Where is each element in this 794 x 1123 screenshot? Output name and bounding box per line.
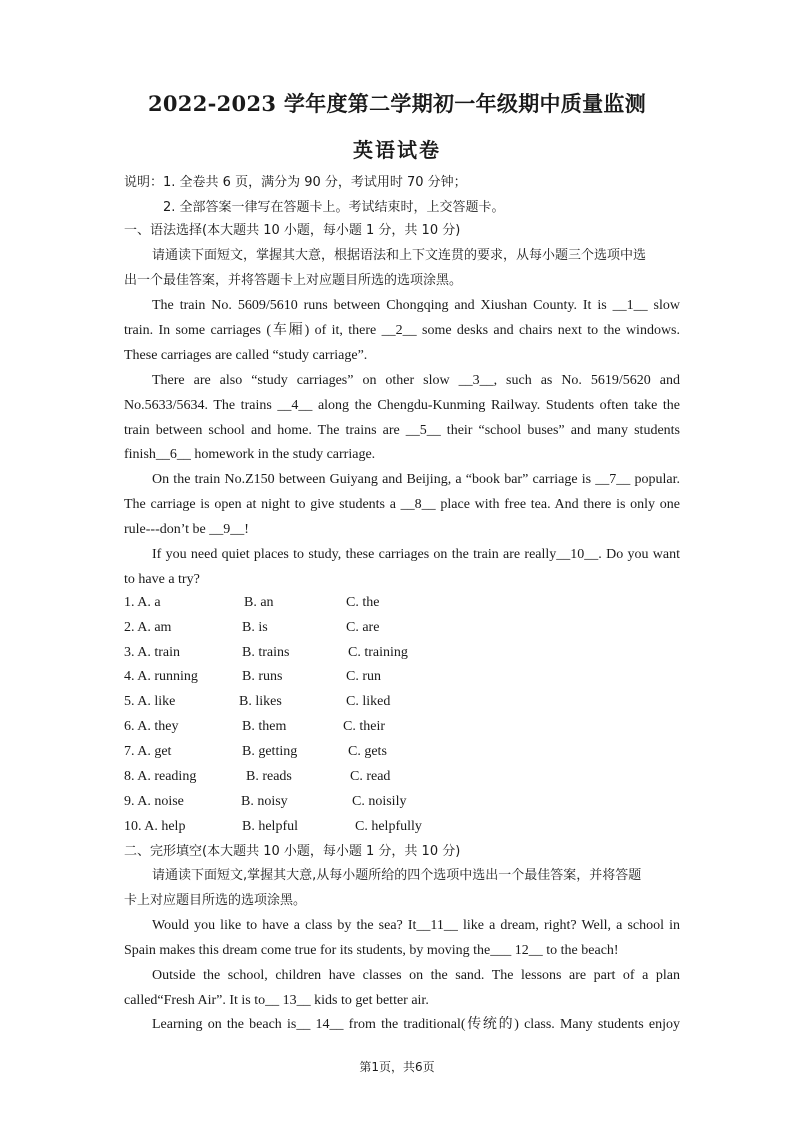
section1-instruction-2: 出一个最佳答案，并将答题卡上对应题目所选的选项涂黑。: [124, 273, 463, 288]
option-c: C. their: [343, 719, 385, 734]
option-row: [124, 719, 680, 737]
section2-instruction-1: 请通读下面短文,掌握其大意,从每小题所给的四个选项中选出一个最佳答案，并将答题: [152, 868, 642, 883]
section1-instruction-1: 请通读下面短文，掌握其大意，根据语法和上下文连贯的要求，从每小题三个选项中选: [152, 248, 647, 263]
option-row: [124, 694, 680, 712]
exam-subtitle: 英语试卷: [353, 138, 441, 162]
option-b: B. them: [242, 719, 287, 734]
exam-title: 2022-2023 学年度第二学期初一年级期中质量监测: [147, 91, 647, 116]
passage1-line: There are also “study carriages” on other slow __3__, such as No. 5619/5620 and: [152, 373, 680, 388]
notes-line-2: 2. 全部答案一律写在答题卡上。考试结束时，上交答题卡。: [163, 200, 505, 215]
option-row: [124, 794, 680, 812]
option-c: C. helpfully: [355, 819, 422, 834]
passage1-line: If you need quiet places to study, these carriages on the train are really__10__. Do you want: [152, 547, 680, 562]
option-row: [124, 620, 680, 638]
passage1-line: rule---don’t be __9__!: [124, 522, 249, 537]
option-row: [124, 819, 680, 837]
passage2-line: Spain makes this dream come true for its students, by moving the___ 12__ to the beach!: [124, 943, 619, 958]
option-a: 3. A. train: [124, 645, 180, 660]
option-c: C. liked: [346, 694, 391, 709]
option-a: 2. A. am: [124, 620, 172, 635]
option-row: [124, 595, 680, 613]
section2-instruction-2: 卡上对应题目所选的选项涂黑。: [124, 893, 307, 908]
passage1-line: The carriage is open at night to give students a __8__ place with free tea. And there is only one: [124, 497, 680, 512]
option-row: [124, 669, 680, 687]
passage2-line: called“Fresh Air”. It is to__ 13__ kids to get better air.: [124, 993, 429, 1008]
option-a: 6. A. they: [124, 719, 179, 734]
option-a: 5. A. like: [124, 694, 176, 709]
option-row: [124, 645, 680, 663]
notes-line-1: 说明：1. 全卷共 6 页，满分为 90 分，考试用时 70 分钟；: [124, 175, 467, 190]
option-c: C. the: [346, 595, 380, 610]
option-c: C. training: [348, 645, 408, 660]
passage2-line: Learning on the beach is__ 14__ from the traditional(传统的) class. Many students enjoy: [152, 1017, 680, 1032]
option-c: C. gets: [348, 744, 387, 759]
passage2-line: Would you like to have a class by the sea? It__11__ like a dream, right? Well, a school in: [152, 918, 680, 933]
option-a: 4. A. running: [124, 669, 198, 684]
passage1-line: train between school and home. The trains are __5__ their “school buses” and many students: [124, 423, 680, 438]
passage1-line: On the train No.Z150 between Guiyang and Beijing, a “book bar” carriage is __7__ popular.: [152, 472, 680, 487]
option-b: B. getting: [242, 744, 298, 759]
option-row: [124, 769, 680, 787]
passage1-line: train. In some carriages (车厢) of it, there __2__ some desks and chairs next to the windows.: [124, 323, 680, 338]
passage1-line: to have a try?: [124, 572, 200, 587]
option-a: 9. A. noise: [124, 794, 184, 809]
page-number: 第1页，共6页: [359, 1060, 435, 1074]
passage1-line: No.5633/5634. The trains __4__ along the Chengdu-Kunming Railway. Students often take the: [124, 398, 680, 413]
option-b: B. an: [244, 595, 274, 610]
option-a: 1. A. a: [124, 595, 161, 610]
option-c: C. read: [350, 769, 391, 784]
option-b: B. trains: [242, 645, 290, 660]
section2-heading: 二、完形填空(本大题共 10 小题，每小题 1 分，共 10 分): [124, 844, 461, 859]
passage2-line: Outside the school, children have classes on the sand. The lessons are part of a plan: [152, 968, 680, 983]
passage1-line: These carriages are called “study carriage”.: [124, 348, 368, 363]
option-c: C. are: [346, 620, 380, 635]
option-b: B. noisy: [241, 794, 288, 809]
option-b: B. is: [242, 620, 268, 635]
option-row: [124, 744, 680, 762]
option-b: B. likes: [239, 694, 282, 709]
option-a: 10. A. help: [124, 819, 186, 834]
section1-heading: 一、语法选择(本大题共 10 小题，每小题 1 分，共 10 分): [124, 223, 461, 238]
option-a: 8. A. reading: [124, 769, 197, 784]
option-c: C. noisily: [352, 794, 407, 809]
passage1-line: The train No. 5609/5610 runs between Chongqing and Xiushan County. It is __1__ slow: [152, 298, 680, 313]
option-c: C. run: [346, 669, 381, 684]
option-b: B. reads: [246, 769, 292, 784]
option-b: B. helpful: [242, 819, 298, 834]
option-a: 7. A. get: [124, 744, 172, 759]
passage1-line: finish__6__ homework in the study carriage.: [124, 447, 376, 462]
option-b: B. runs: [242, 669, 283, 684]
